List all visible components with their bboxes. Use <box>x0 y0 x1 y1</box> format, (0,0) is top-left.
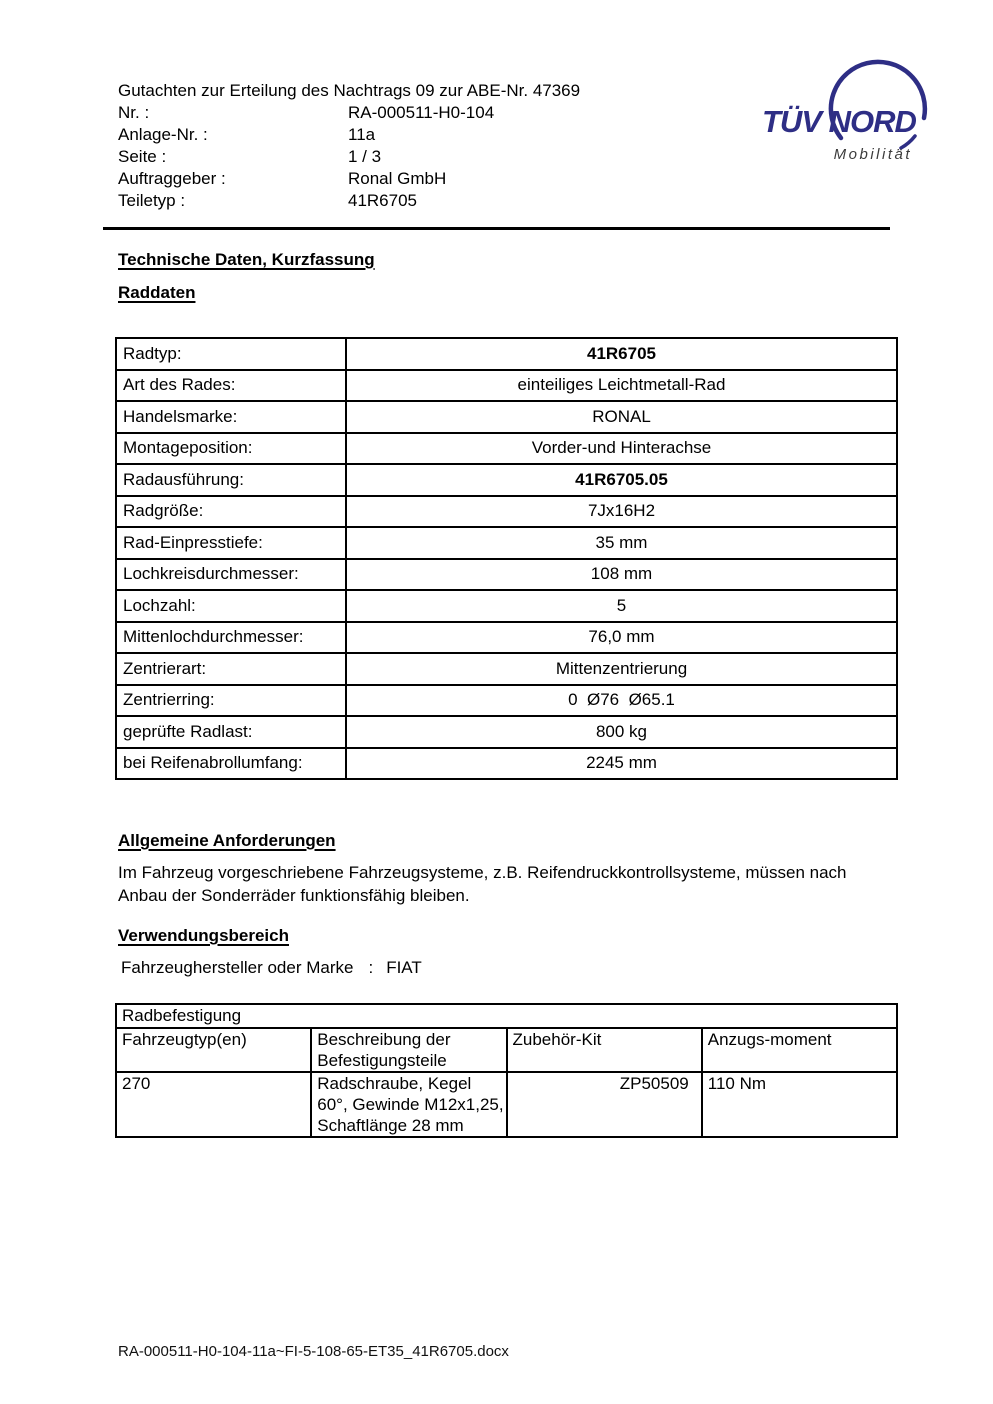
column-header-fahrzeugtyp: Fahrzeugtyp(en) <box>116 1028 311 1072</box>
table-row <box>116 622 897 654</box>
table-row <box>116 653 897 685</box>
raddaten-table <box>115 337 898 780</box>
fahrzeughersteller-line <box>121 958 422 978</box>
row-value: 2245 mm <box>346 748 897 780</box>
section-heading-allgemeine-anforderungen: Allgemeine Anforderungen <box>118 831 336 850</box>
radbefestigung-table <box>115 1003 898 1138</box>
table-row <box>116 527 897 559</box>
logo-brand-text: TÜV NORD <box>762 104 916 139</box>
header-field-seite <box>118 146 768 168</box>
document-title: Gutachten zur Erteilung des Nachtrags 09 zur ABE-Nr. 47369 <box>118 81 581 100</box>
field-label: Nr. : <box>118 103 150 122</box>
row-value: 800 kg <box>346 716 897 748</box>
row-value: Mittenzentrierung <box>346 653 897 685</box>
row-label: Lochzahl: <box>116 590 346 622</box>
section-heading-raddaten: Raddaten <box>118 283 196 302</box>
field-label: Teiletyp : <box>118 191 186 210</box>
row-value: 0 Ø76 Ø65.1 <box>346 685 897 717</box>
table-row <box>116 464 897 496</box>
table-row <box>116 590 897 622</box>
row-label: Zentrierart: <box>116 653 346 685</box>
row-value: Vorder-und Hinterachse <box>346 433 897 465</box>
field-value: RA-000511-H0-104 <box>348 103 495 122</box>
row-label: Lochkreisdurchmesser: <box>116 559 346 591</box>
row-value: 5 <box>346 590 897 622</box>
table-row <box>116 338 897 370</box>
row-value: 76,0 mm <box>346 622 897 654</box>
header-field-nr <box>118 102 768 124</box>
row-label: Handelsmarke: <box>116 401 346 433</box>
header-field-teiletyp <box>118 190 768 212</box>
row-value: RONAL <box>346 401 897 433</box>
row-label: geprüfte Radlast: <box>116 716 346 748</box>
logo-division-text: Mobilität <box>833 146 912 163</box>
table-row <box>116 370 897 402</box>
row-label: Radgröße: <box>116 496 346 528</box>
cell-zubehoer-kit: ZP50509 <box>507 1072 702 1137</box>
table-row <box>116 433 897 465</box>
header-field-anlage <box>118 124 768 146</box>
section-heading-technische-daten: Technische Daten, Kurzfassung <box>118 250 375 269</box>
fahrzeughersteller-label: Fahrzeughersteller oder Marke <box>121 958 354 977</box>
row-value: einteiliges Leichtmetall-Rad <box>346 370 897 402</box>
cell-anzugsmoment: 110 Nm <box>702 1072 897 1137</box>
column-header-anzugsmoment: Anzugs-moment <box>702 1028 897 1072</box>
row-value: 7Jx16H2 <box>346 496 897 528</box>
table-row <box>116 559 897 591</box>
field-value: 1 / 3 <box>348 147 382 166</box>
row-label: Montageposition: <box>116 433 346 465</box>
field-label: Auftraggeber : <box>118 169 226 188</box>
column-header-zubehoer-kit: Zubehör-Kit <box>507 1028 702 1072</box>
cell-beschreibung: Radschraube, Kegel 60°, Gewinde M12x1,25, Schaftlänge 28 mm <box>311 1072 506 1137</box>
cell-fahrzeugtyp: 270 <box>116 1072 311 1137</box>
section-heading-verwendungsbereich: Verwendungsbereich <box>118 926 289 945</box>
table-caption: Radbefestigung <box>116 1004 897 1028</box>
row-label: Mittenlochdurchmesser: <box>116 622 346 654</box>
row-value: 41R6705 <box>346 338 897 370</box>
header-divider <box>103 227 890 230</box>
field-value: Ronal GmbH <box>348 169 447 188</box>
fahrzeughersteller-separator: : <box>368 958 374 977</box>
table-header-row <box>116 1028 897 1072</box>
row-label: Zentrierring: <box>116 685 346 717</box>
row-label: Rad-Einpresstiefe: <box>116 527 346 559</box>
document-header <box>118 80 768 212</box>
row-label: Radausführung: <box>116 464 346 496</box>
field-label: Seite : <box>118 147 167 166</box>
field-value: 41R6705 <box>348 191 418 210</box>
table-row <box>116 401 897 433</box>
row-value: 41R6705.05 <box>346 464 897 496</box>
fahrzeughersteller-value: FIAT <box>386 958 422 977</box>
row-label: Radtyp: <box>116 338 346 370</box>
header-field-auftraggeber <box>118 168 768 190</box>
table-row <box>116 716 897 748</box>
row-value: 35 mm <box>346 527 897 559</box>
allgemeine-anforderungen-text: Im Fahrzeug vorgeschriebene Fahrzeugsysteme, z.B. Reifendruckkontrollsysteme, müssen nach Anbau der Sonderräder funktionsfähig bleiben. <box>118 863 847 905</box>
field-value: 11a <box>348 125 376 144</box>
row-label: bei Reifenabrollumfang: <box>116 748 346 780</box>
table-row <box>116 496 897 528</box>
table-row <box>116 748 897 780</box>
table-row <box>116 685 897 717</box>
table-row <box>116 1072 897 1137</box>
row-label: Art des Rades: <box>116 370 346 402</box>
table-caption-row <box>116 1004 897 1028</box>
tuev-nord-logo <box>752 38 964 178</box>
field-label: Anlage-Nr. : <box>118 125 208 144</box>
row-value: 108 mm <box>346 559 897 591</box>
column-header-beschreibung: Beschreibung der Befestigungsteile <box>311 1028 506 1072</box>
footer-filename: RA-000511-H0-104-11a~FI-5-108-65-ET35_41R6705.docx <box>118 1343 509 1360</box>
